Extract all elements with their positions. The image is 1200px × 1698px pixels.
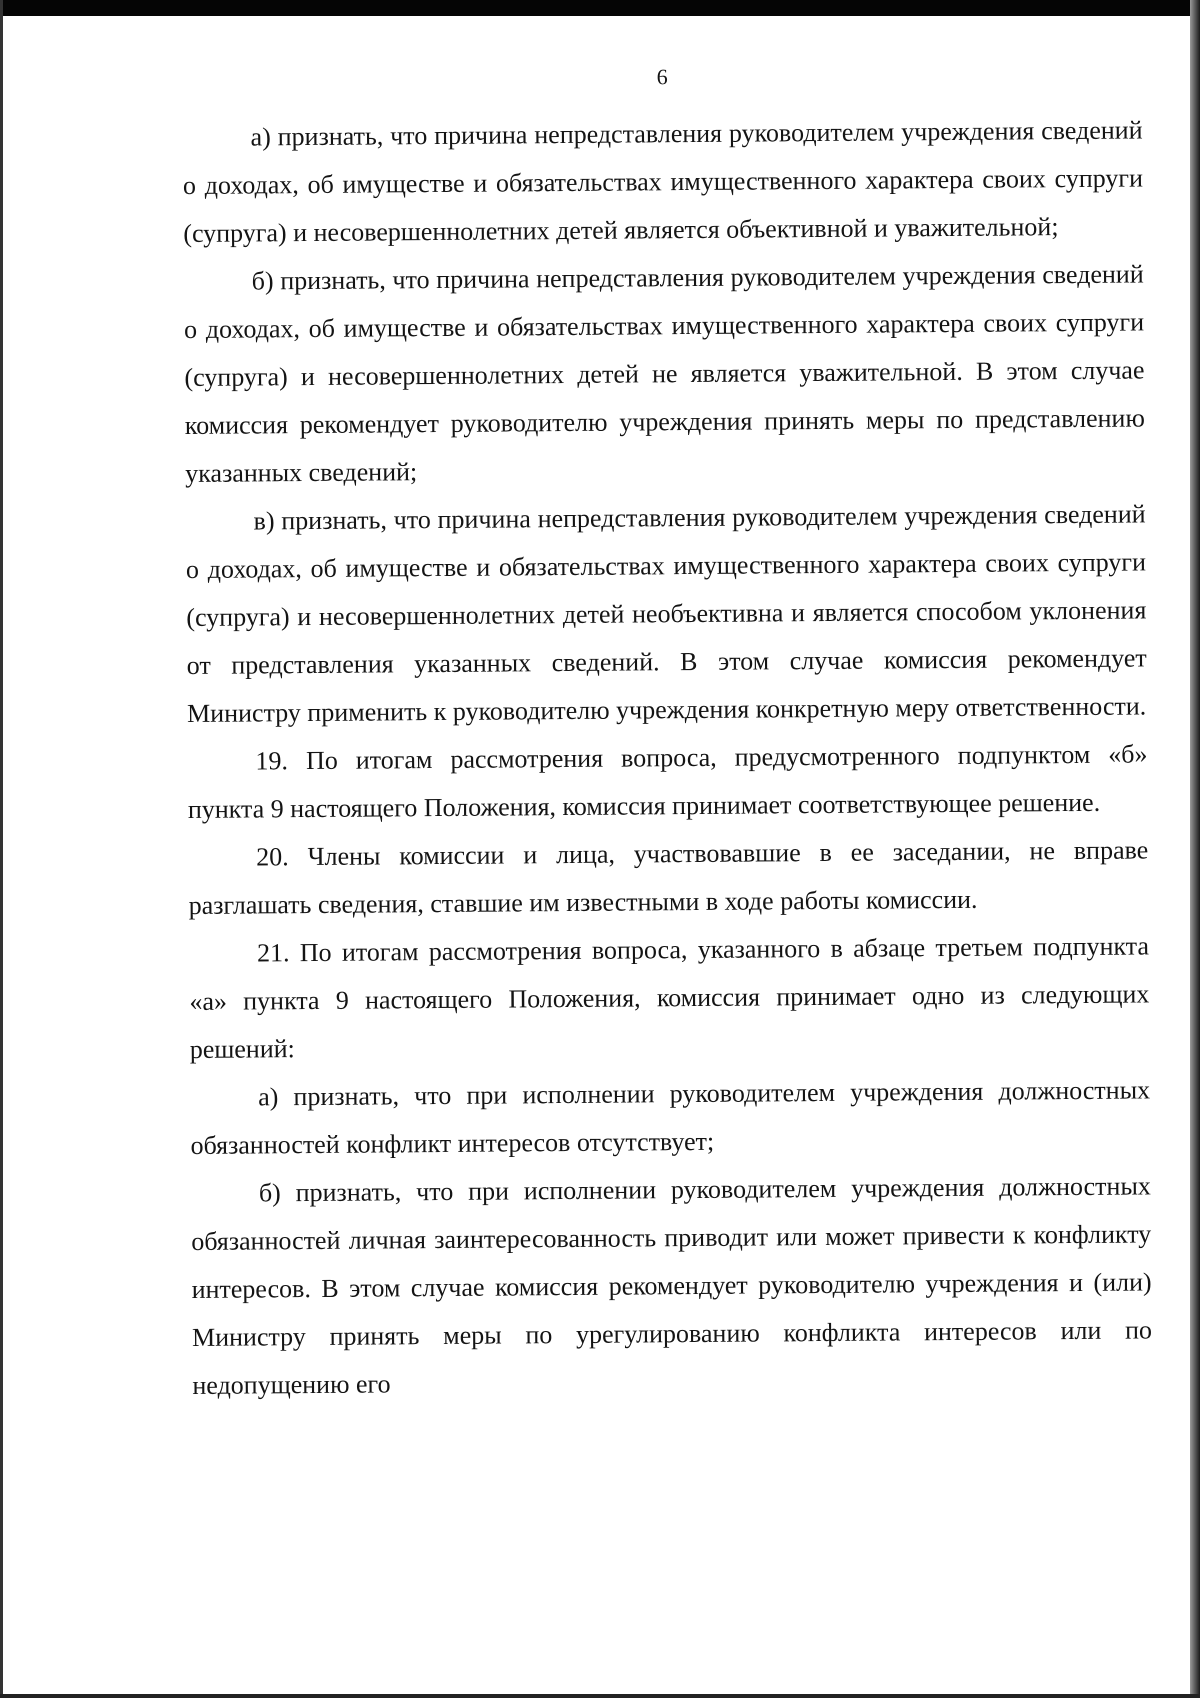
paragraph-18b: б) признать, что причина непредставления руководителем учреждения сведений о доходах, об имуществе и обязательствах имущественного характера своих супруги (супруга) и несовершеннолетних детей не является уважительной. В этом случае комиссия рекомендует руководителю учреждения принять меры по представлению указанных сведений; [183, 259, 1145, 488]
paragraph-19: 19. По итогам рассмотрения вопроса, предусмотренного подпунктом «б» пункта 9 настоящего Положения, комиссия принимает соответствующее решение. [187, 739, 1148, 824]
scanner-border-left [0, 0, 3, 1698]
paragraph-21a: а) признать, что при исполнении руководителем учреждения должностных обязанностей конфликт интересов отсутствует; [190, 1075, 1151, 1160]
page-number: 6 [656, 64, 668, 90]
scanner-border-bottom [0, 1694, 1200, 1698]
scanner-border-top [0, 0, 1200, 16]
scanner-border-right [1190, 0, 1200, 1698]
paragraph-18v: в) признать, что причина непредставления руководителем учреждения сведений о доходах, об имуществе и обязательствах имущественного характера своих супруги (супруга) и несовершеннолетних детей необъективна и является способом уклонения от представления указанных сведений. В этом случае комиссия рекомендует Министру применить к руководителю учреждения конкретную меру ответственности. [185, 499, 1147, 728]
paragraph-21b: б) признать, что при исполнении руководителем учреждения должностных обязанностей личная заинтересованность приводит или может привести к конфликту интересов. В этом случае комиссия рекомендует руководителю учреждения и (или) Министру принять меры по урегулированию конфликта интересов или по недопущению его [191, 1171, 1153, 1400]
paragraph-21: 21. По итогам рассмотрения вопроса, указанного в абзаце третьем подпункта «а» пункта 9 настоящего Положения, комиссия принимает одно из следующих решений: [189, 931, 1150, 1064]
paragraph-18a: а) признать, что причина непредставления руководителем учреждения сведений о доходах, об имуществе и обязательствах имущественного характера своих супруги (супруга) и несовершеннолетних детей является объективной и уважительной; [182, 115, 1144, 248]
document-body [182, 54, 1153, 1409]
paragraph-20: 20. Члены комиссии и лица, участвовавшие в ее заседании, не вправе разглашать сведения, ставшие им известными в ходе работы комиссии. [188, 835, 1149, 920]
